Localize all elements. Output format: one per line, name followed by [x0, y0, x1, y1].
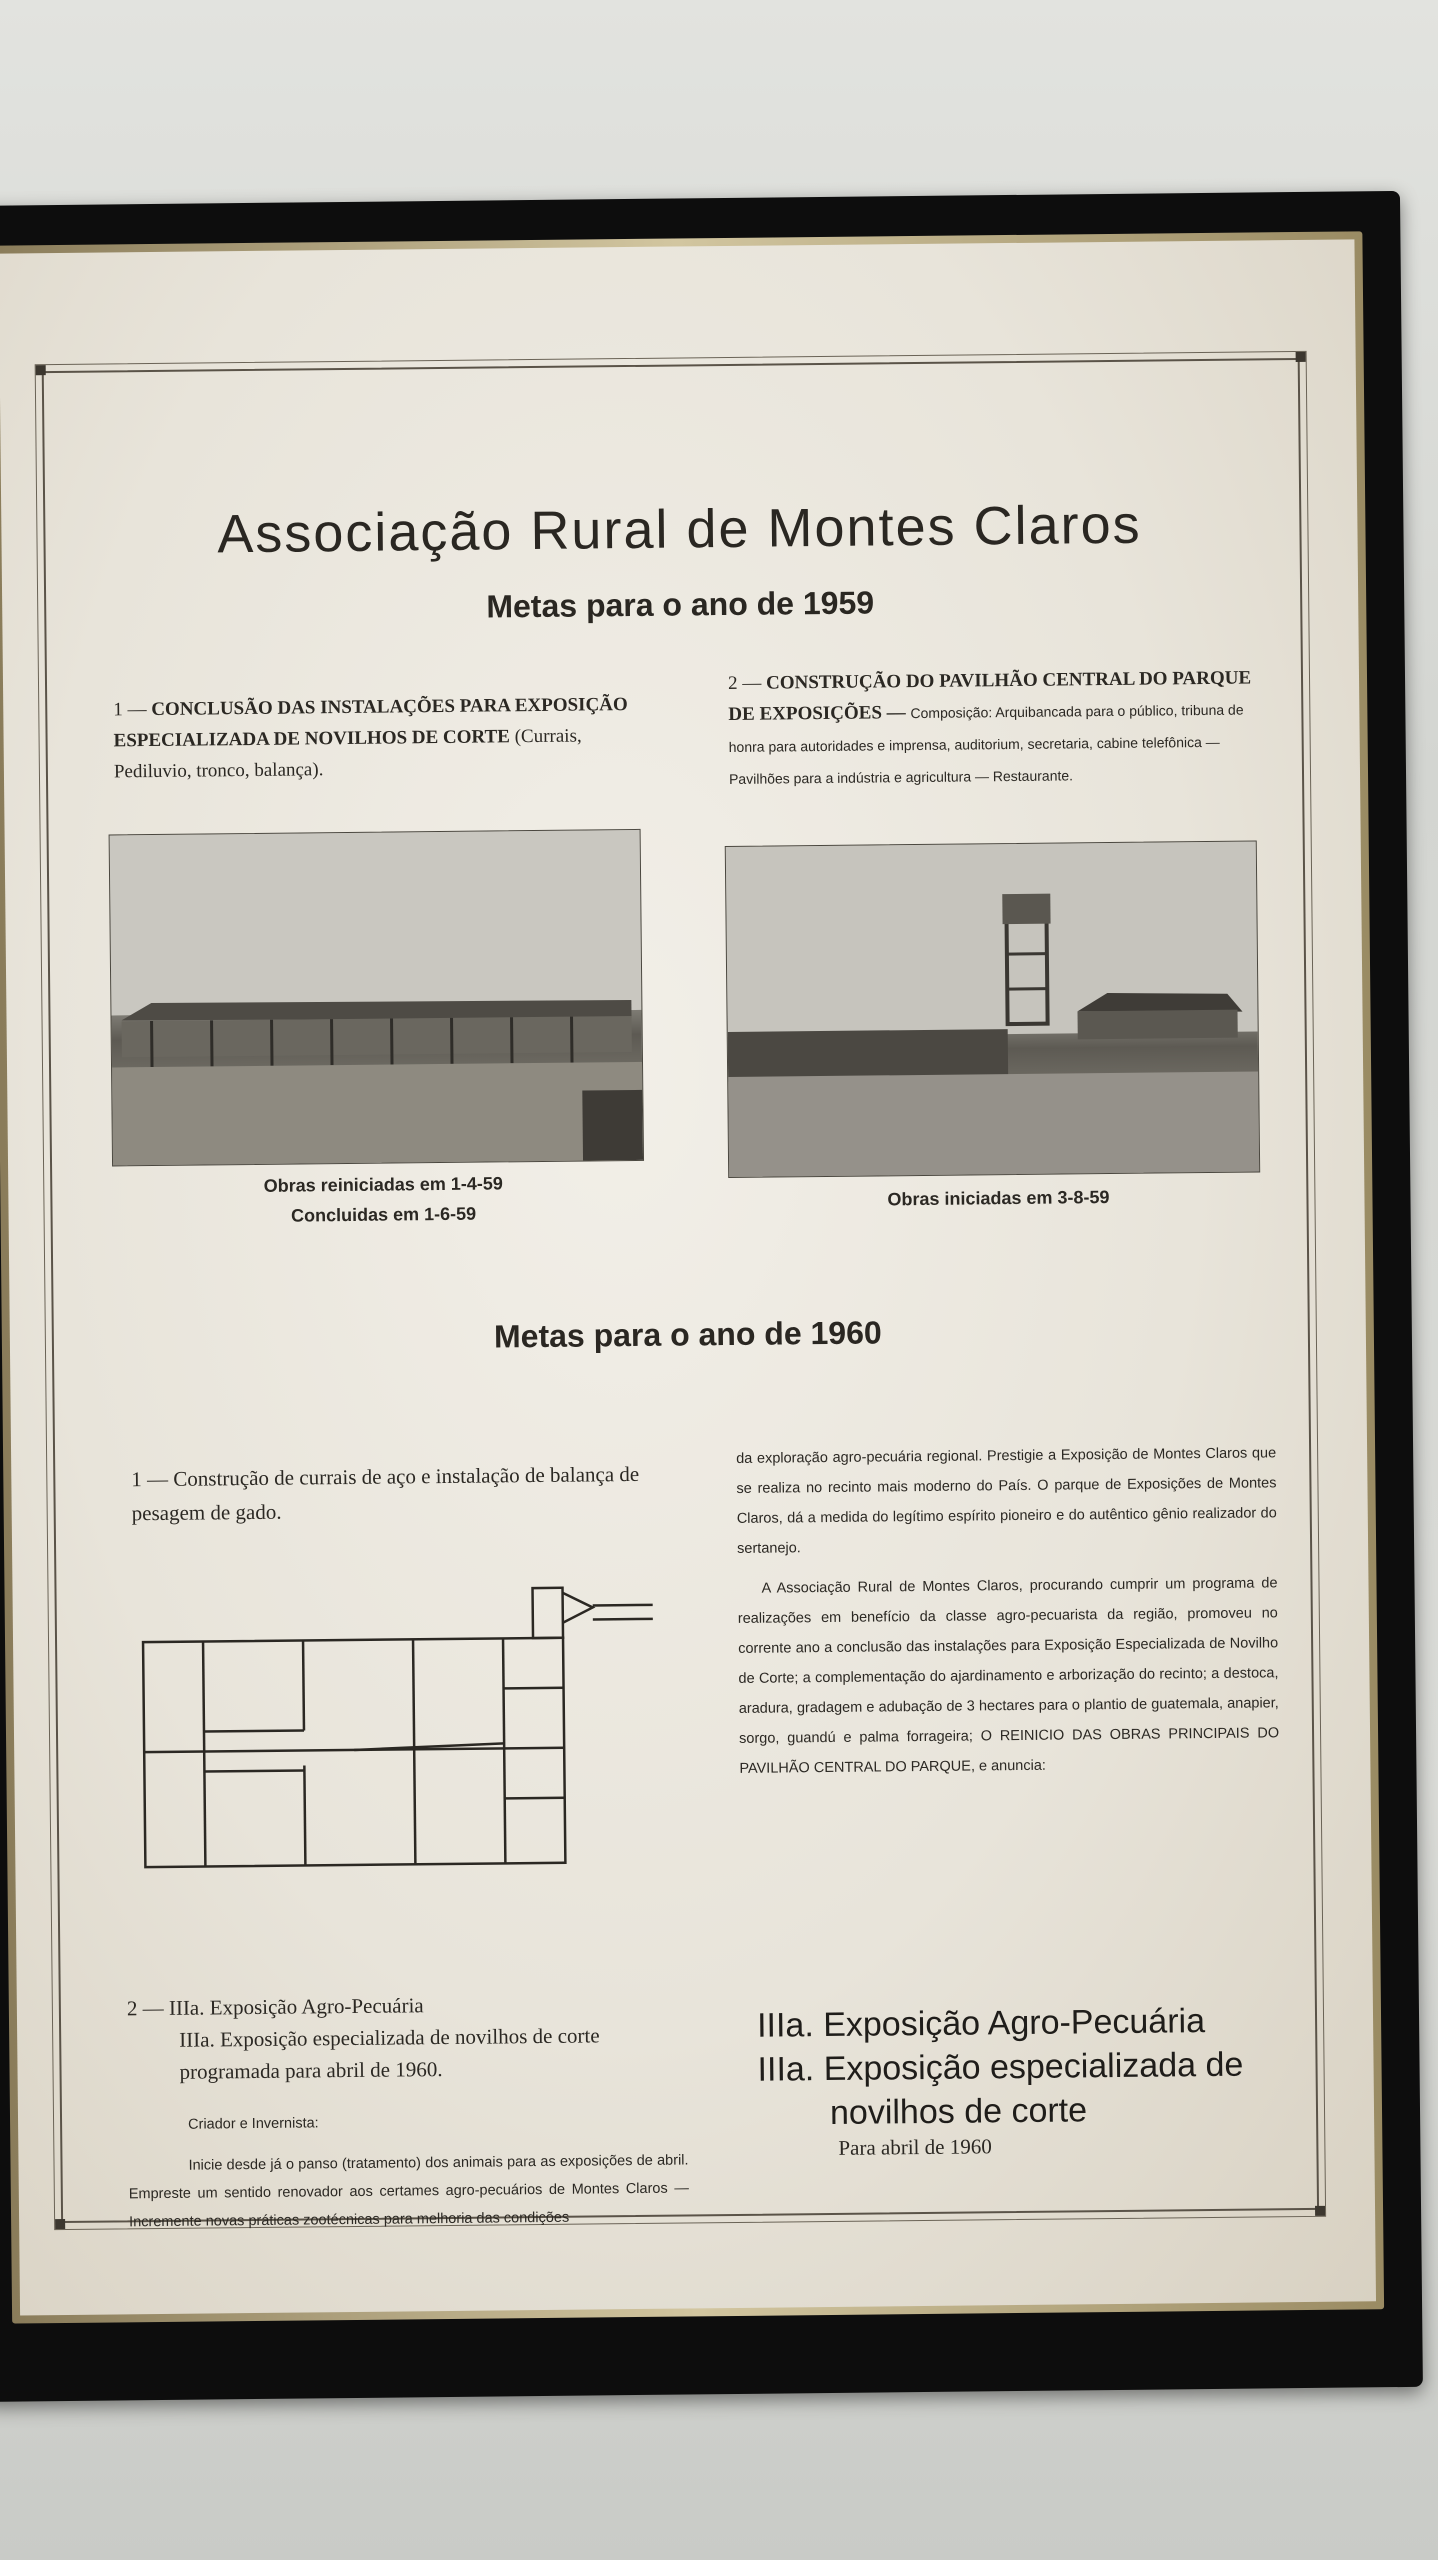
- announcement-line: novilhos de corte: [829, 2091, 1088, 2132]
- goal-1959-item-2: [728, 662, 1269, 795]
- construction-illustration: [726, 841, 1259, 1177]
- photo-2-caption: Obras iniciadas em 3-8-59: [887, 1187, 1110, 1210]
- announcement: [757, 1998, 1318, 2136]
- corral-illustration: [110, 830, 643, 1166]
- corner-ornament: [1296, 352, 1306, 362]
- breeder-text: Inicie desde já o panso (tratamento) dos animais para as exposições de abril. Empreste um sentido renovador aos certames agro-pecuários de Montes Claros — Incremente novas práticas zootécnicas para melhoria das condições: [128, 2152, 689, 2231]
- poster-title: Associação Rural de Montes Claros: [216, 494, 1142, 565]
- item-number: 2 —: [126, 1995, 164, 2021]
- poster-paper: [0, 239, 1376, 2315]
- goal-1959-item-1: [113, 689, 654, 788]
- photo-1-caption: [118, 1167, 649, 1233]
- item-detail: Composição: Arquibancada para o público, tribuna de honra para autoridades e imprensa, auditorium, secretaria, cabine telefônica — Pavilhões para a indústria e agricultura — Restaurante.: [728, 701, 1244, 787]
- item-line: IIIa. Exposição Agro-Pecuária: [168, 1993, 424, 2020]
- corral-photo: [109, 829, 644, 1167]
- item-number: 1 —: [131, 1466, 169, 1492]
- heading-1960: Metas para o ano de 1960: [493, 1314, 882, 1355]
- announcement-date: Para abril de 1960: [838, 2134, 992, 2160]
- caption-line: Concluidas em 1-6-59: [290, 1203, 477, 1226]
- goal-1960-item-1: [131, 1457, 652, 1530]
- announcement-line: IIIa. Exposição especializada de: [757, 2045, 1244, 2089]
- item-text: CONSTRUÇÃO DO PAVILHÃO CENTRAL DO PARQUE DE EXPOSIÇÕES —: [728, 667, 1252, 725]
- corner-ornament: [1315, 2206, 1325, 2216]
- paragraph-exposicao: da exploração agro-pecuária regional. Prestigie a Exposição de Montes Claros que se realiza no recinto mais moderno do País. O parque de Exposições de Montes Claros, dá a medida do legítimo espírito pioneiro e do autêntico gênio realizador do sertanejo.: [736, 1445, 1277, 1557]
- corner-ornament: [55, 2219, 65, 2229]
- announcement-line: IIIa. Exposição Agro-Pecuária: [756, 2002, 1206, 2045]
- heading-1959: Metas para o ano de 1959: [486, 584, 875, 625]
- corral-floor-plan: [122, 1576, 705, 1882]
- picture-frame: [0, 191, 1423, 2402]
- corner-ornament: [36, 365, 46, 375]
- poster-border: [42, 358, 1319, 2223]
- item-number: 1 —: [113, 699, 147, 721]
- item-text: Construção de currais de aço e instalação de balança de pesagem de gado.: [131, 1461, 640, 1526]
- goal-1960-item-2: [127, 1986, 688, 2088]
- item-number: 2 —: [727, 672, 762, 694]
- item-line: IIIa. Exposição especializada de novilhos de corte programada para abril de 1960.: [179, 2023, 600, 2084]
- item-detail: (Currais, Pediluvio, tronco, balança).: [113, 725, 582, 783]
- paragraph-associacao: A Associação Rural de Montes Claros, procurando cumprir um programa de realizações em benefício da classe agro-pecuarista da região, promoveu no corrente ano a conclusão das instalações para Exposição Especializada de Novilho de Corte; a complementação do ajardinamento e arborização do recinto; a destoca, aradura, gradagem e adubação de 3 hectares para o plantio de guatemala, anapier, sorgo, guandú e palma forrageira; O REINICIO DAS OBRAS PRINCIPAIS DO PAVILHÃO CENTRAL DO PARQUE, e anuncia:: [737, 1575, 1280, 1777]
- pavilion-construction-photo: [725, 840, 1260, 1178]
- item-text: CONCLUSÃO DAS INSTALAÇÕES PARA EXPOSIÇÃO ESPECIALIZADA DE NOVILHOS DE CORTE: [113, 694, 628, 752]
- caption-line: Obras reiniciadas em 1-4-59: [263, 1173, 503, 1196]
- breeder-label: Criador e Invernista:: [188, 2115, 319, 2133]
